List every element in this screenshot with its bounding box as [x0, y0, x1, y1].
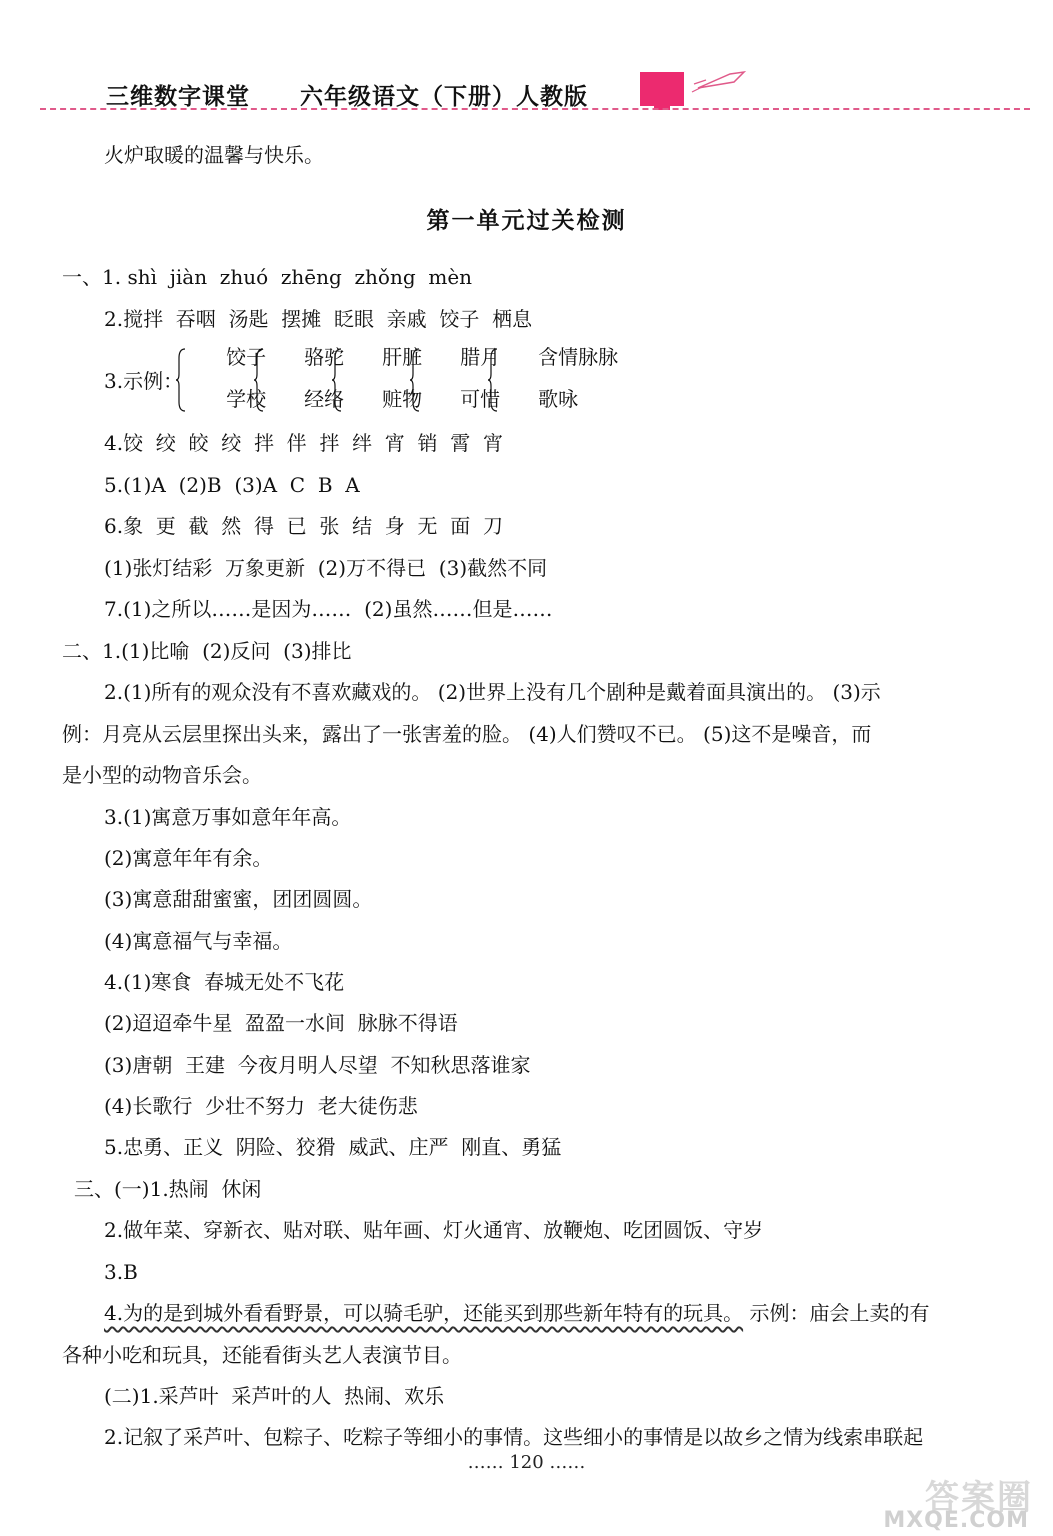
- brace-icon: [332, 348, 342, 412]
- text-line: 例：月亮从云层里探出头来，露出了一张害羞的脸。 (4)人们赞叹不已。 (5)这不是噪音，而: [62, 722, 872, 746]
- text-line: 3.示例：: [104, 369, 184, 393]
- page-header: [0, 0, 1053, 115]
- text-line: (1)张灯结彩 万象更新 (2)万不得已 (3)截然不同: [104, 556, 548, 580]
- text-line: 2.记叙了采芦叶、包粽子、吃粽子等细小的事情。这些细小的事情是以故乡之情为线索串联起: [104, 1425, 924, 1449]
- brace-icon: [410, 348, 420, 412]
- word-bottom: 可惜: [460, 387, 501, 411]
- text-line: 三、(一)1.热闹 休闲: [74, 1177, 262, 1201]
- word-top: 肝脏: [382, 345, 423, 369]
- page-number: …… 120 ……: [467, 1452, 586, 1473]
- text-line: 7.(1)之所以……是因为…… (2)虽然……但是……: [104, 597, 553, 621]
- text-line: 6.象 更 截 然 得 已 张 结 身 无 面 刀: [104, 514, 503, 538]
- text-line: (3)唐朝 王建 今夜月明人尽望 不知秋思落谁家: [104, 1053, 531, 1077]
- text-line: 一、1. shì jiàn zhuó zhēng zhǒng mèn: [62, 265, 473, 289]
- book-title: 六年级语文（下册）人教版: [300, 84, 588, 110]
- series-title: 三维数字课堂: [106, 84, 250, 110]
- header-divider: [40, 108, 1030, 110]
- text-line: 2.(1)所有的观众没有不喜欢藏戏的。 (2)世界上没有几个剧种是戴着面具演出的。 (3)示: [104, 680, 881, 704]
- watermark-logo: 答案圈: [925, 1478, 1033, 1518]
- example-answer: 示例：庙会上卖的有: [743, 1301, 930, 1325]
- text-line: (2)迢迢牵牛星 盈盈一水间 脉脉不得语: [104, 1011, 458, 1035]
- word-bottom: 经络: [304, 387, 345, 411]
- word-bottom: 学校: [226, 387, 267, 411]
- brace-icon: [488, 348, 498, 412]
- text-line: (4)寓意福气与幸福。: [104, 929, 293, 953]
- text-line: 4.(1)寒食 春城无处不飞花: [104, 970, 345, 994]
- word-top: 饺子: [226, 345, 267, 369]
- word-top: 骆驼: [304, 345, 345, 369]
- wavy-underlined-answer: 4.为的是到城外看看野景，可以骑毛驴，还能买到那些新年特有的玩具。: [104, 1301, 744, 1325]
- section-title: 第一单元过关检测: [426, 208, 627, 234]
- text-line: (3)寓意甜甜蜜蜜，团团圆圆。: [104, 887, 373, 911]
- word-top: 含情脉脉: [538, 345, 619, 369]
- text-line: 5.忠勇、正义 阴险、狡猾 威武、庄严 刚直、勇猛: [104, 1135, 562, 1159]
- text-line: [104, 1300, 929, 1326]
- text-line: (2)寓意年年有余。: [104, 846, 273, 870]
- text-line: 二、1.(1)比喻 (2)反问 (3)排比: [62, 639, 352, 663]
- text-line: 5.(1)A (2)B (3)A C B A: [104, 473, 360, 497]
- header-decoration-block: [640, 72, 684, 106]
- text-line: (4)长歌行 少壮不努力 老大徒伤悲: [104, 1094, 418, 1118]
- text-line: 3.(1)寓意万事如意年年高。: [104, 805, 352, 829]
- rocket-icon: [690, 66, 750, 96]
- text-line: 4.饺 绞 皎 绞 拌 伴 拌 绊 宵 销 霄 宵: [104, 431, 503, 455]
- word-pair: [500, 344, 619, 448]
- word-bottom: 赃物: [382, 387, 423, 411]
- text-line: (二)1.采芦叶 采芦叶的人 热闹、欢乐: [104, 1384, 445, 1408]
- text-line: 是小型的动物音乐会。: [62, 763, 262, 787]
- text-line: 2.做年菜、穿新衣、贴对联、贴年画、灯火通宵、放鞭炮、吃团圆饭、守岁: [104, 1218, 764, 1242]
- word-top: 腊月: [460, 345, 501, 369]
- text-line: 2.搅拌 吞咽 汤匙 摆摊 眨眼 亲戚 饺子 栖息: [104, 307, 533, 331]
- brace-icon: [176, 348, 186, 412]
- watermark-url: MXQE.COM: [883, 1508, 1029, 1533]
- text-line: 3.B: [104, 1260, 138, 1284]
- word-bottom: 歌咏: [538, 387, 579, 411]
- brace-icon: [254, 348, 264, 412]
- text-line: 各种小吃和玩具，还能看街头艺人表演节目。: [62, 1343, 462, 1367]
- text-line: 火炉取暖的温馨与快乐。: [104, 143, 324, 167]
